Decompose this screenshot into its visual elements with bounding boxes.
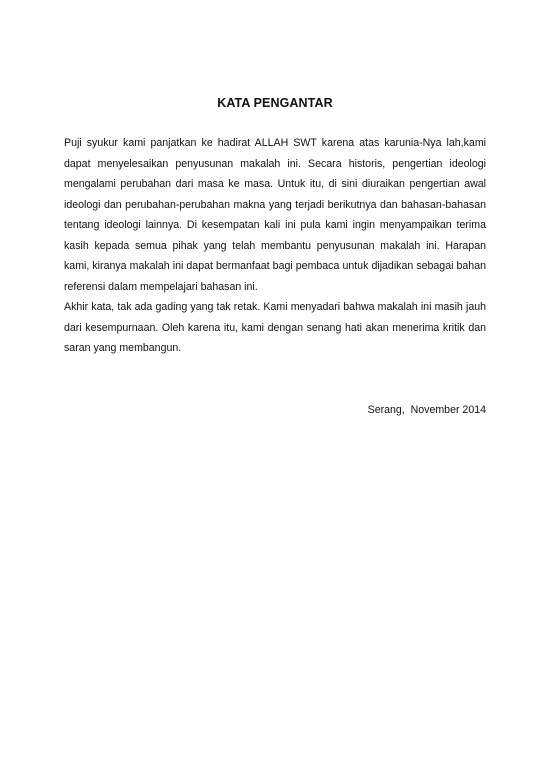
place-date: Serang, November 2014: [367, 404, 486, 416]
paragraph-closing: Akhir kata, tak ada gading yang tak retak. Kami menyadari bahwa makalah ini masih jauh dari kesempurnaan. Oleh karena itu, kami dengan senang hati akan menerima kritik dan saran yang membangun.: [64, 301, 486, 354]
paragraph-opening: Puji syukur kami panjatkan ke hadirat ALLAH SWT karena atas karunia-Nya lah,kami dapat menyelesaikan penyusunan makalah ini. Secara historis, pengertian ideologi mengalami perubahan dari masa ke masa. Untuk itu, di sini diuraikan pengertian awal ideologi dan perubahan-perubahan makna yang terjadi berikutnya dan bahasan-bahasan tentang ideologi lainnya. Di kesempatan kali ini pula kami ingin menyampaikan terima kasih kepada semua pihak yang telah membantu penyusunan makalah ini. Harapan kami, kiranya makalah ini dapat bermanfaat bagi pembaca untuk dijadikan sebagai bahan referensi dalam mempelajari bahasan ini.: [64, 137, 486, 293]
page-title: KATA PENGANTAR: [217, 96, 333, 110]
body-text: [64, 133, 486, 359]
